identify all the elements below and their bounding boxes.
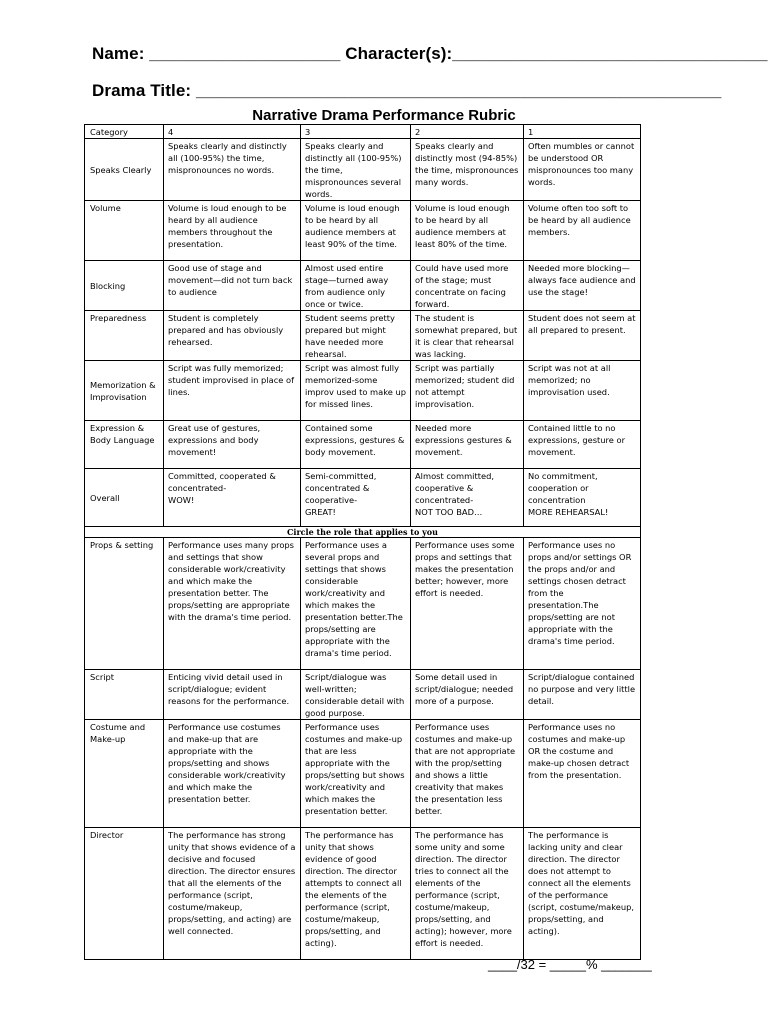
row-category: Blocking — [85, 261, 164, 311]
rubric-table — [84, 124, 641, 960]
score-2-cell[interactable]: Performance uses some props and settings that makes the presentation better; however, more effort is needed. — [411, 538, 524, 670]
score-3-cell[interactable]: The performance has unity that shows evidence of good direction. The director attempts to connect all the elements of the performance (script, costume/makeup, props/setting, and acting). — [301, 828, 411, 960]
table-row — [85, 670, 641, 720]
score-2-cell[interactable]: Script was partially memorized; student did not attempt improvisation. — [411, 361, 524, 421]
table-row — [85, 261, 641, 311]
row-category: Memorization & Improvisation — [85, 361, 164, 421]
table-row — [85, 201, 641, 261]
row-category: Script — [85, 670, 164, 720]
score-2-cell[interactable]: Speaks clearly and distinctly most (94-85%) the time, mispronounces many words. — [411, 139, 524, 201]
score-1-cell[interactable]: Often mumbles or cannot be understood OR mispronounces too many words. — [524, 139, 641, 201]
score-1-cell[interactable]: The performance is lacking unity and clear direction. The director does not attempt to connect all the elements of the performance (script, costume/makeup, props/setting, and acting). — [524, 828, 641, 960]
table-row — [85, 469, 641, 527]
header-score-4: 4 — [164, 125, 301, 139]
drama-title-line[interactable]: Drama Title: _______________________________________________________ — [92, 81, 722, 100]
score-3-cell[interactable]: Volume is loud enough to be heard by all audience members at least 90% of the time. — [301, 201, 411, 261]
row-category: Volume — [85, 201, 164, 261]
table-row — [85, 828, 641, 960]
score-3-cell[interactable]: Contained some expressions, gestures & body movement. — [301, 421, 411, 469]
score-4-cell[interactable]: Performance use costumes and make-up that are appropriate with the props/setting and shows considerable work/creativity and which make the presentation better. — [164, 720, 301, 828]
score-2-cell[interactable]: Could have used more of the stage; must concentrate on facing forward. — [411, 261, 524, 311]
score-2-cell[interactable]: Some detail used in script/dialogue; needed more of a purpose. — [411, 670, 524, 720]
score-2-cell[interactable]: Performance uses costumes and make-up that are not appropriate with the prop/setting and shows a little creativity that makes the presentation less better. — [411, 720, 524, 828]
table-row — [85, 538, 641, 670]
table-row — [85, 720, 641, 828]
header-row — [85, 125, 641, 139]
score-3-cell[interactable]: Semi-committed, concentrated & cooperative- GREAT! — [301, 469, 411, 527]
score-1-cell[interactable]: Needed more blocking—always face audience and use the stage! — [524, 261, 641, 311]
row-category: Expression & Body Language — [85, 421, 164, 469]
score-1-cell[interactable]: Performance uses no props and/or settings OR the props and/or and settings chosen detract from the presentation.The props/setting are not appropriate with the drama's time period. — [524, 538, 641, 670]
name-character-line[interactable]: Name: ____________________ Character(s):_________________________________ — [92, 44, 768, 63]
score-1-cell[interactable]: Student does not seem at all prepared to present. — [524, 311, 641, 361]
score-3-cell[interactable]: Student seems pretty prepared but might have needed more rehearsal. — [301, 311, 411, 361]
score-total-line[interactable]: ____/32 = _____% _______ — [488, 957, 652, 972]
score-4-cell[interactable]: Speaks clearly and distinctly all (100-95%) the time, mispronounces no words. — [164, 139, 301, 201]
score-3-cell[interactable]: Speaks clearly and distinctly all (100-95%) the time, mispronounces several words. — [301, 139, 411, 201]
row-category: Props & setting — [85, 538, 164, 670]
row-category: Preparedness — [85, 311, 164, 361]
score-3-cell[interactable]: Performance uses costumes and make-up that are less appropriate with the props/setting but shows work/creativity and which makes the presentation better. — [301, 720, 411, 828]
score-1-cell[interactable]: No commitment, cooperation or concentration MORE REHEARSAL! — [524, 469, 641, 527]
score-3-cell[interactable]: Script was almost fully memorized-some improv used to make up for missed lines. — [301, 361, 411, 421]
table-row — [85, 361, 641, 421]
score-4-cell[interactable]: Student is completely prepared and has obviously rehearsed. — [164, 311, 301, 361]
score-4-cell[interactable]: Enticing vivid detail used in script/dialogue; evident reasons for the performance. — [164, 670, 301, 720]
score-1-cell[interactable]: Contained little to no expressions, gesture or movement. — [524, 421, 641, 469]
score-4-cell[interactable]: Great use of gestures, expressions and body movement! — [164, 421, 301, 469]
header-category: Category — [85, 125, 164, 139]
page-title: Narrative Drama Performance Rubric — [252, 107, 516, 124]
score-1-cell[interactable]: Performance uses no costumes and make-up OR the costume and make-up chosen detract from the presentation. — [524, 720, 641, 828]
header-score-2: 2 — [411, 125, 524, 139]
row-category: Costume and Make-up — [85, 720, 164, 828]
row-category: Speaks Clearly — [85, 139, 164, 201]
table-row — [85, 139, 641, 201]
score-4-cell[interactable]: Good use of stage and movement—did not turn back to audience — [164, 261, 301, 311]
score-2-cell[interactable]: Almost committed, cooperative & concentrated- NOT TOO BAD… — [411, 469, 524, 527]
row-category: Overall — [85, 469, 164, 527]
table-row — [85, 311, 641, 361]
score-3-cell[interactable]: Script/dialogue was well-written; considerable detail with good purpose. — [301, 670, 411, 720]
table-row — [85, 421, 641, 469]
score-2-cell[interactable]: Volume is loud enough to be heard by all audience members at least 80% of the time. — [411, 201, 524, 261]
row-category: Director — [85, 828, 164, 960]
score-3-cell[interactable]: Performance uses a several props and settings that shows considerable work/creativity and which makes the presentation better.The props/setting are appropriate with the drama's time period. — [301, 538, 411, 670]
score-4-cell[interactable]: Performance uses many props and settings that show considerable work/creativity and which make the presentation better. The props/setting are appropriate with the drama's time period. — [164, 538, 301, 670]
score-3-cell[interactable]: Almost used entire stage—turned away from audience only once or twice. — [301, 261, 411, 311]
score-2-cell[interactable]: The student is somewhat prepared, but it is clear that rehearsal was lacking. — [411, 311, 524, 361]
score-2-cell[interactable]: The performance has some unity and some direction. The director tries to connect all the elements of the performance (script, costume/makeup, props/setting, and acting); however, more effort is needed. — [411, 828, 524, 960]
role-divider-row — [85, 527, 641, 538]
score-4-cell[interactable]: The performance has strong unity that shows evidence of a decisive and focused direction. The director ensures that all the elements of the performance (script, costume/makeup, props/setting, and acting) are well connected. — [164, 828, 301, 960]
score-4-cell[interactable]: Committed, cooperated & concentrated- WOW! — [164, 469, 301, 527]
score-2-cell[interactable]: Needed more expressions gestures & movement. — [411, 421, 524, 469]
score-1-cell[interactable]: Script/dialogue contained no purpose and very little detail. — [524, 670, 641, 720]
header-score-1: 1 — [524, 125, 641, 139]
score-1-cell[interactable]: Volume often too soft to be heard by all audience members. — [524, 201, 641, 261]
role-instruction: Circle the role that applies to you — [85, 527, 641, 538]
score-4-cell[interactable]: Volume is loud enough to be heard by all audience members throughout the presentation. — [164, 201, 301, 261]
score-1-cell[interactable]: Script was not at all memorized; no improvisation used. — [524, 361, 641, 421]
score-4-cell[interactable]: Script was fully memorized; student improvised in place of lines. — [164, 361, 301, 421]
header-score-3: 3 — [301, 125, 411, 139]
